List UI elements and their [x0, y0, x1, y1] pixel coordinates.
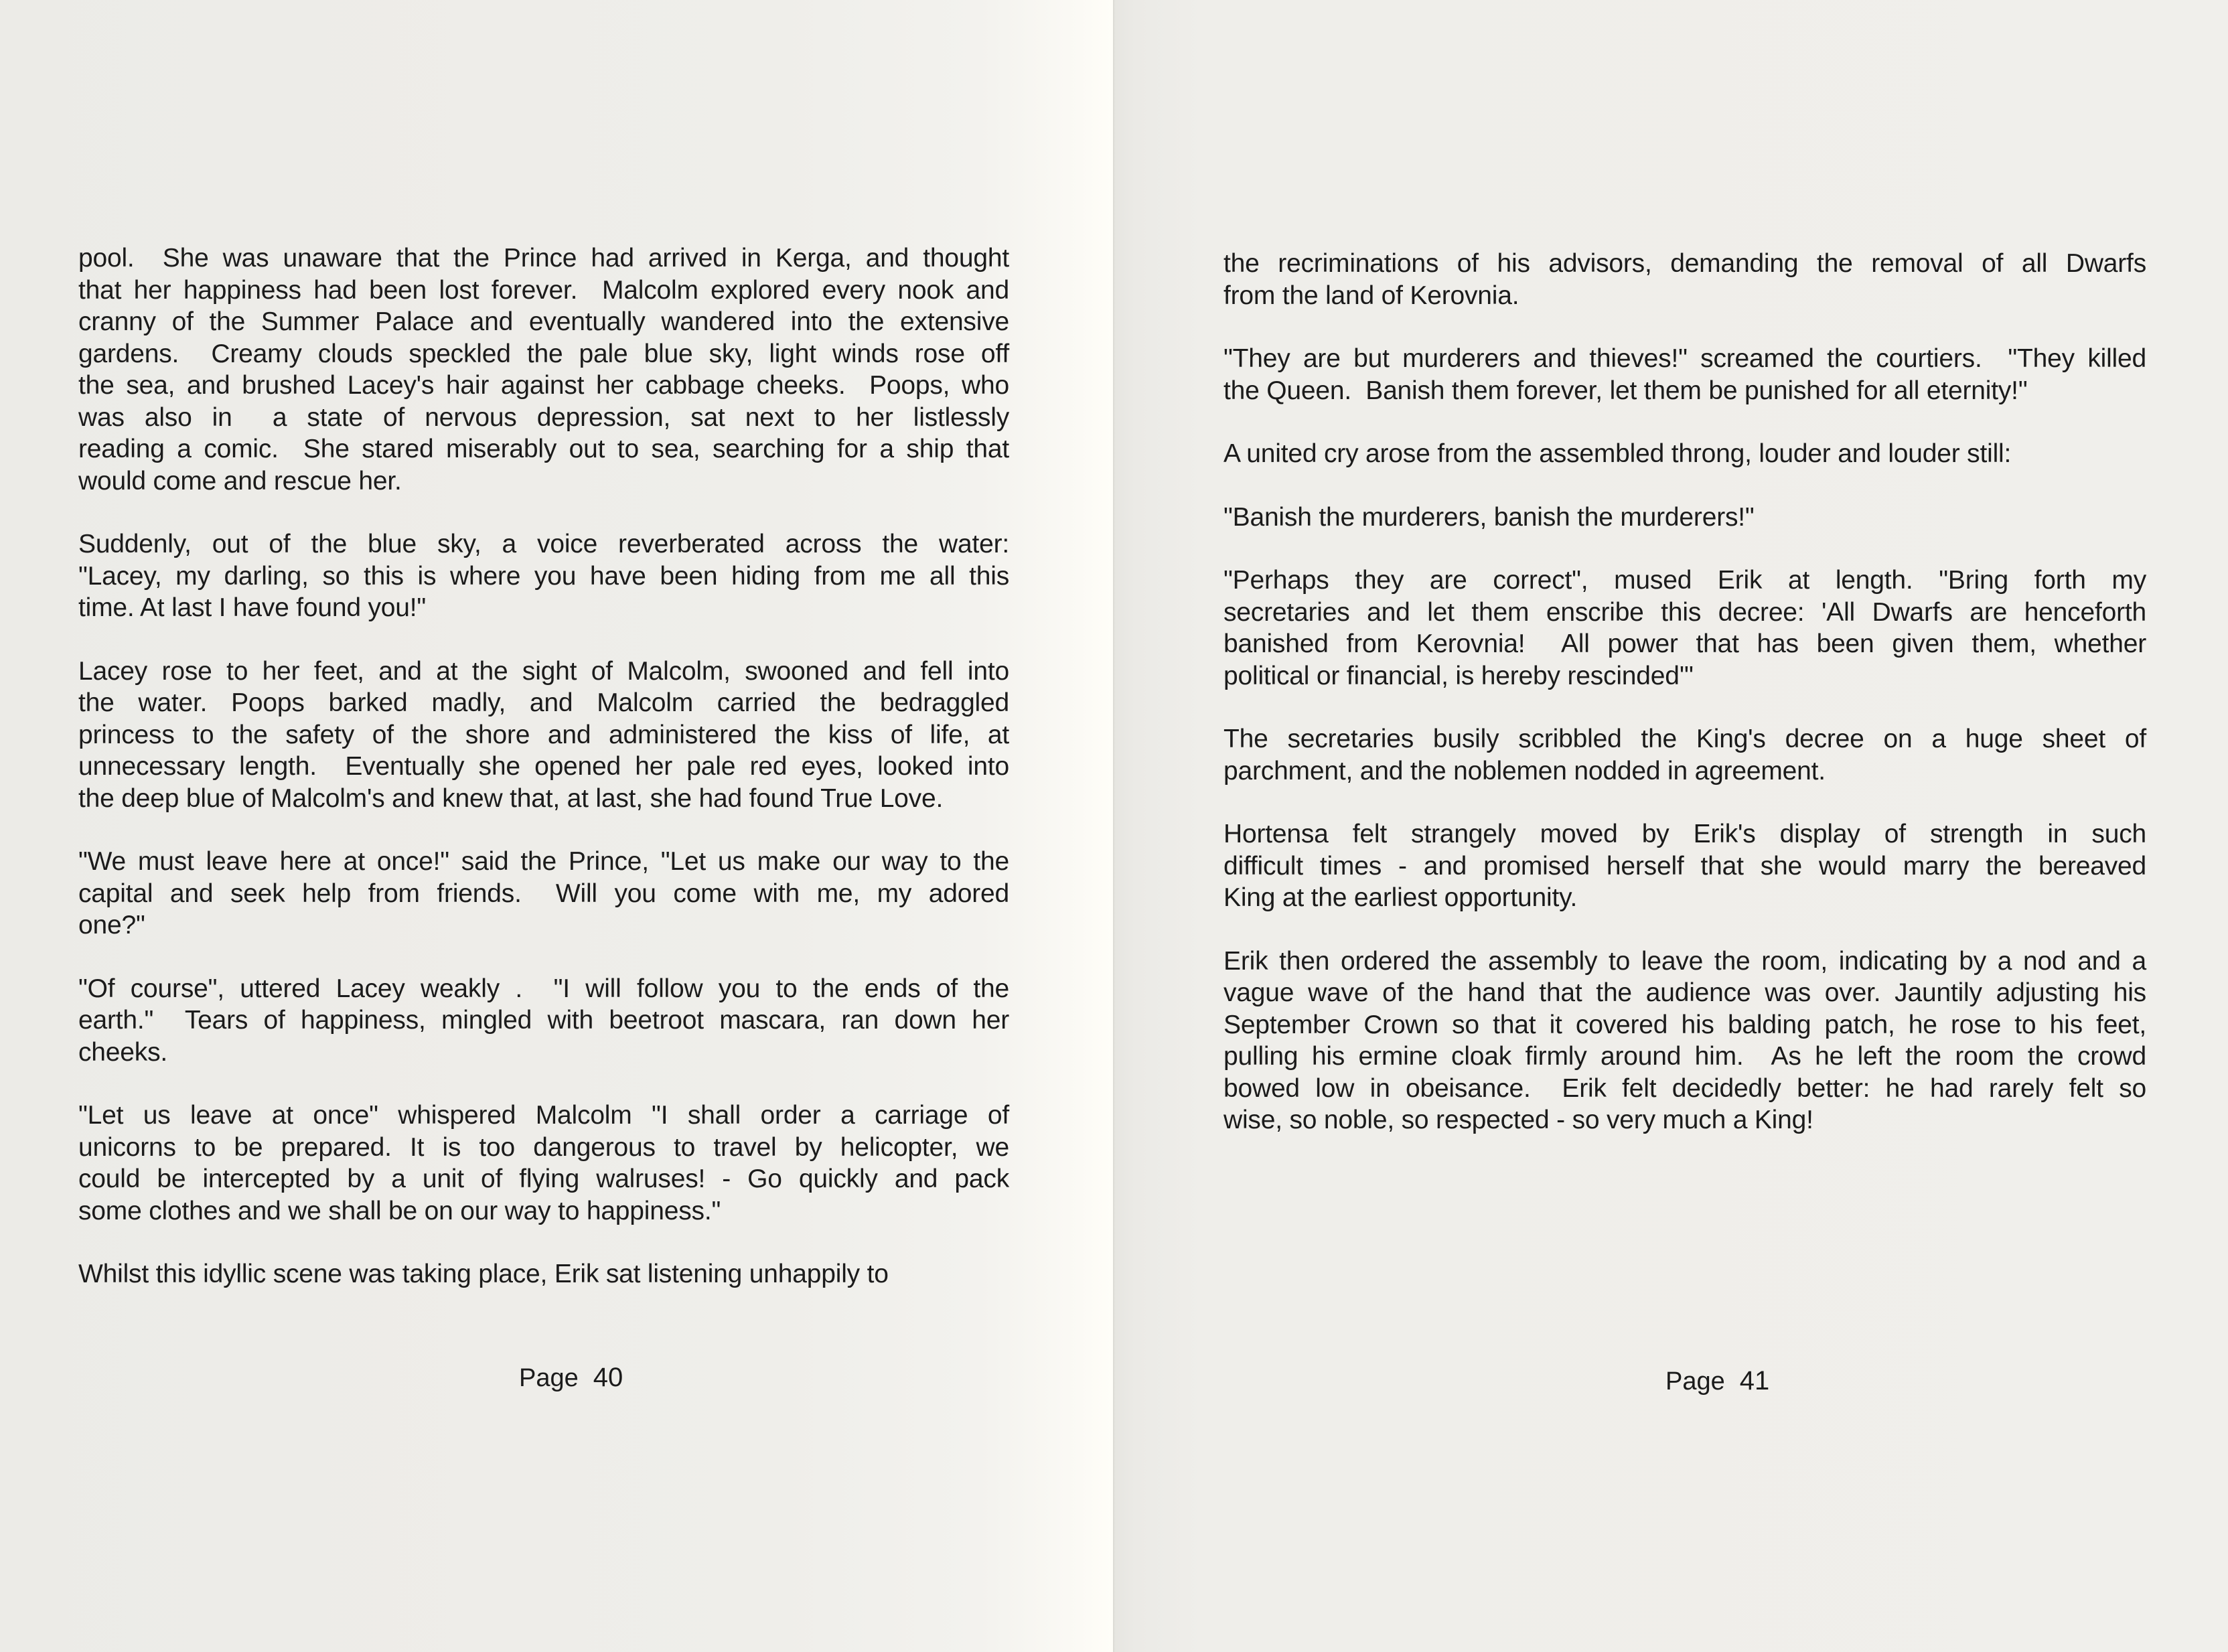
text-line: difficult times - and promised herself that she would marry the bereaved	[1223, 851, 2146, 881]
text-line: the sea, and brushed Lacey's hair against her cabbage cheeks. Poops, who	[78, 371, 1009, 400]
text-line: "Perhaps they are correct", mused Erik at length. "Bring forth my	[1223, 566, 2146, 595]
paragraph	[1223, 818, 2146, 914]
page-label: Page	[519, 1364, 579, 1392]
text-line: princess to the safety of the shore and administered the kiss of life, at	[78, 720, 1009, 749]
paragraph	[78, 242, 1009, 497]
text-line: cranny of the Summer Palace and eventually wandered into the extensive	[78, 307, 1009, 336]
text-line: political or financial, is hereby rescinded'"	[1223, 661, 1694, 690]
text-line: Whilst this idyllic scene was taking place, Erik sat listening unhappily to	[78, 1260, 889, 1288]
text-line: capital and seek help from friends. Will you come with me, my adored	[78, 879, 1009, 908]
text-line: A united cry arose from the assembled throng, louder and louder still:	[1223, 439, 2012, 468]
text-line: "Lacey, my darling, so this is where you have been hiding from me all this	[78, 561, 1009, 591]
text-line: from the land of Kerovnia.	[1223, 281, 1519, 310]
text-line: would come and rescue her.	[78, 466, 402, 496]
text-line: Lacey rose to her feet, and at the sight of Malcolm, swooned and fell into	[78, 656, 1009, 686]
text-line: King at the earliest opportunity.	[1223, 883, 1578, 912]
text-line: Suddenly, out of the blue sky, a voice reverberated across the water:	[78, 530, 1009, 558]
paragraph	[1223, 502, 2146, 534]
paragraph	[1223, 248, 2146, 311]
text-line: unicorns to be prepared. It is too dangerous to travel by helicopter, we	[78, 1132, 1009, 1162]
text-line: "Banish the murderers, banish the murderers!"	[1223, 502, 1755, 532]
book-gutter	[1113, 0, 1115, 1652]
text-line: could be intercepted by a unit of flying walruses! - Go quickly and pack	[78, 1165, 1009, 1193]
text-line: banished from Kerovnia! All power that has been given them, whether	[1223, 629, 2146, 658]
text-line: September Crown so that it covered his balding patch, he rose to his feet,	[1223, 1010, 2146, 1039]
text-line: gardens. Creamy clouds speckled the pale blue sky, light winds rose off	[78, 339, 1009, 368]
text-line: wise, so noble, so respected - so very much a King!	[1223, 1106, 1813, 1134]
text-line: "Of course", uttered Lacey weakly . "I will follow you to the ends of the	[78, 974, 1009, 1003]
paragraph	[1223, 565, 2146, 692]
text-line: was also in a state of nervous depression, sat next to her listlessly	[78, 402, 1009, 432]
text-line: bowed low in obeisance. Erik felt decidedly better: he had rarely felt so	[1223, 1073, 2146, 1103]
paragraph	[78, 656, 1009, 815]
text-line: some clothes and we shall be on our way to happiness."	[78, 1196, 721, 1225]
left-page-body-text	[78, 242, 1009, 1322]
page-number-value: 40	[593, 1363, 623, 1392]
text-line: The secretaries busily scribbled the King's decree on a huge sheet of	[1223, 725, 2146, 753]
text-line: parchment, and the noblemen nodded in agreement.	[1223, 756, 1826, 785]
right-page-body-text	[1223, 248, 2146, 1168]
text-line: "Let us leave at once" whispered Malcolm "I shall order a carriage of	[78, 1101, 1009, 1130]
page-number-value: 41	[1739, 1366, 1770, 1396]
text-line: the Queen. Banish them forever, let them be punished for all eternity!"	[1223, 376, 2028, 405]
text-line: "We must leave here at once!" said the Prince, "Let us make our way to the	[78, 847, 1009, 876]
text-line: Erik then ordered the assembly to leave the room, indicating by a nod and a	[1223, 946, 2146, 976]
paragraph	[78, 528, 1009, 624]
text-line: one?"	[78, 911, 145, 940]
text-line: reading a comic. She stared miserably out to sea, searching for a ship that	[78, 435, 1009, 463]
page-number-right	[1665, 1366, 1769, 1396]
text-line: unnecessary length. Eventually she opened her pale red eyes, looked into	[78, 752, 1009, 781]
text-line: "They are but murderers and thieves!" screamed the courtiers. "They killed	[1223, 344, 2146, 373]
paragraph	[78, 1100, 1009, 1227]
paragraph	[78, 1258, 1009, 1290]
paragraph	[78, 846, 1009, 942]
page-number-left	[519, 1363, 623, 1393]
page-label: Page	[1665, 1367, 1725, 1396]
text-line: cheeks.	[78, 1037, 168, 1067]
text-line: earth." Tears of happiness, mingled with beetroot mascara, ran down her	[78, 1006, 1009, 1035]
paragraph	[78, 973, 1009, 1069]
paragraph	[1223, 723, 2146, 787]
text-line: the water. Poops barked madly, and Malcolm carried the bedraggled	[78, 688, 1009, 717]
text-line: time. At last I have found you!"	[78, 593, 427, 622]
paragraph	[1223, 343, 2146, 406]
paragraph	[1223, 946, 2146, 1136]
text-line: pool. She was unaware that the Prince had arrived in Kerga, and thought	[78, 244, 1009, 273]
paragraph	[1223, 438, 2146, 470]
text-line: that her happiness had been lost forever. Malcolm explored every nook and	[78, 275, 1009, 305]
text-line: the deep blue of Malcolm's and knew that, at last, she had found True Love.	[78, 783, 944, 813]
text-line: vague wave of the hand that the audience was over. Jauntily adjusting his	[1223, 978, 2146, 1007]
text-line: secretaries and let them enscribe this decree: 'All Dwarfs are henceforth	[1223, 597, 2146, 627]
text-line: the recriminations of his advisors, demanding the removal of all Dwarfs	[1223, 249, 2146, 278]
text-line: pulling his ermine cloak firmly around him. As he left the room the crowd	[1223, 1042, 2146, 1071]
text-line: Hortensa felt strangely moved by Erik's display of strength in such	[1223, 820, 2146, 848]
